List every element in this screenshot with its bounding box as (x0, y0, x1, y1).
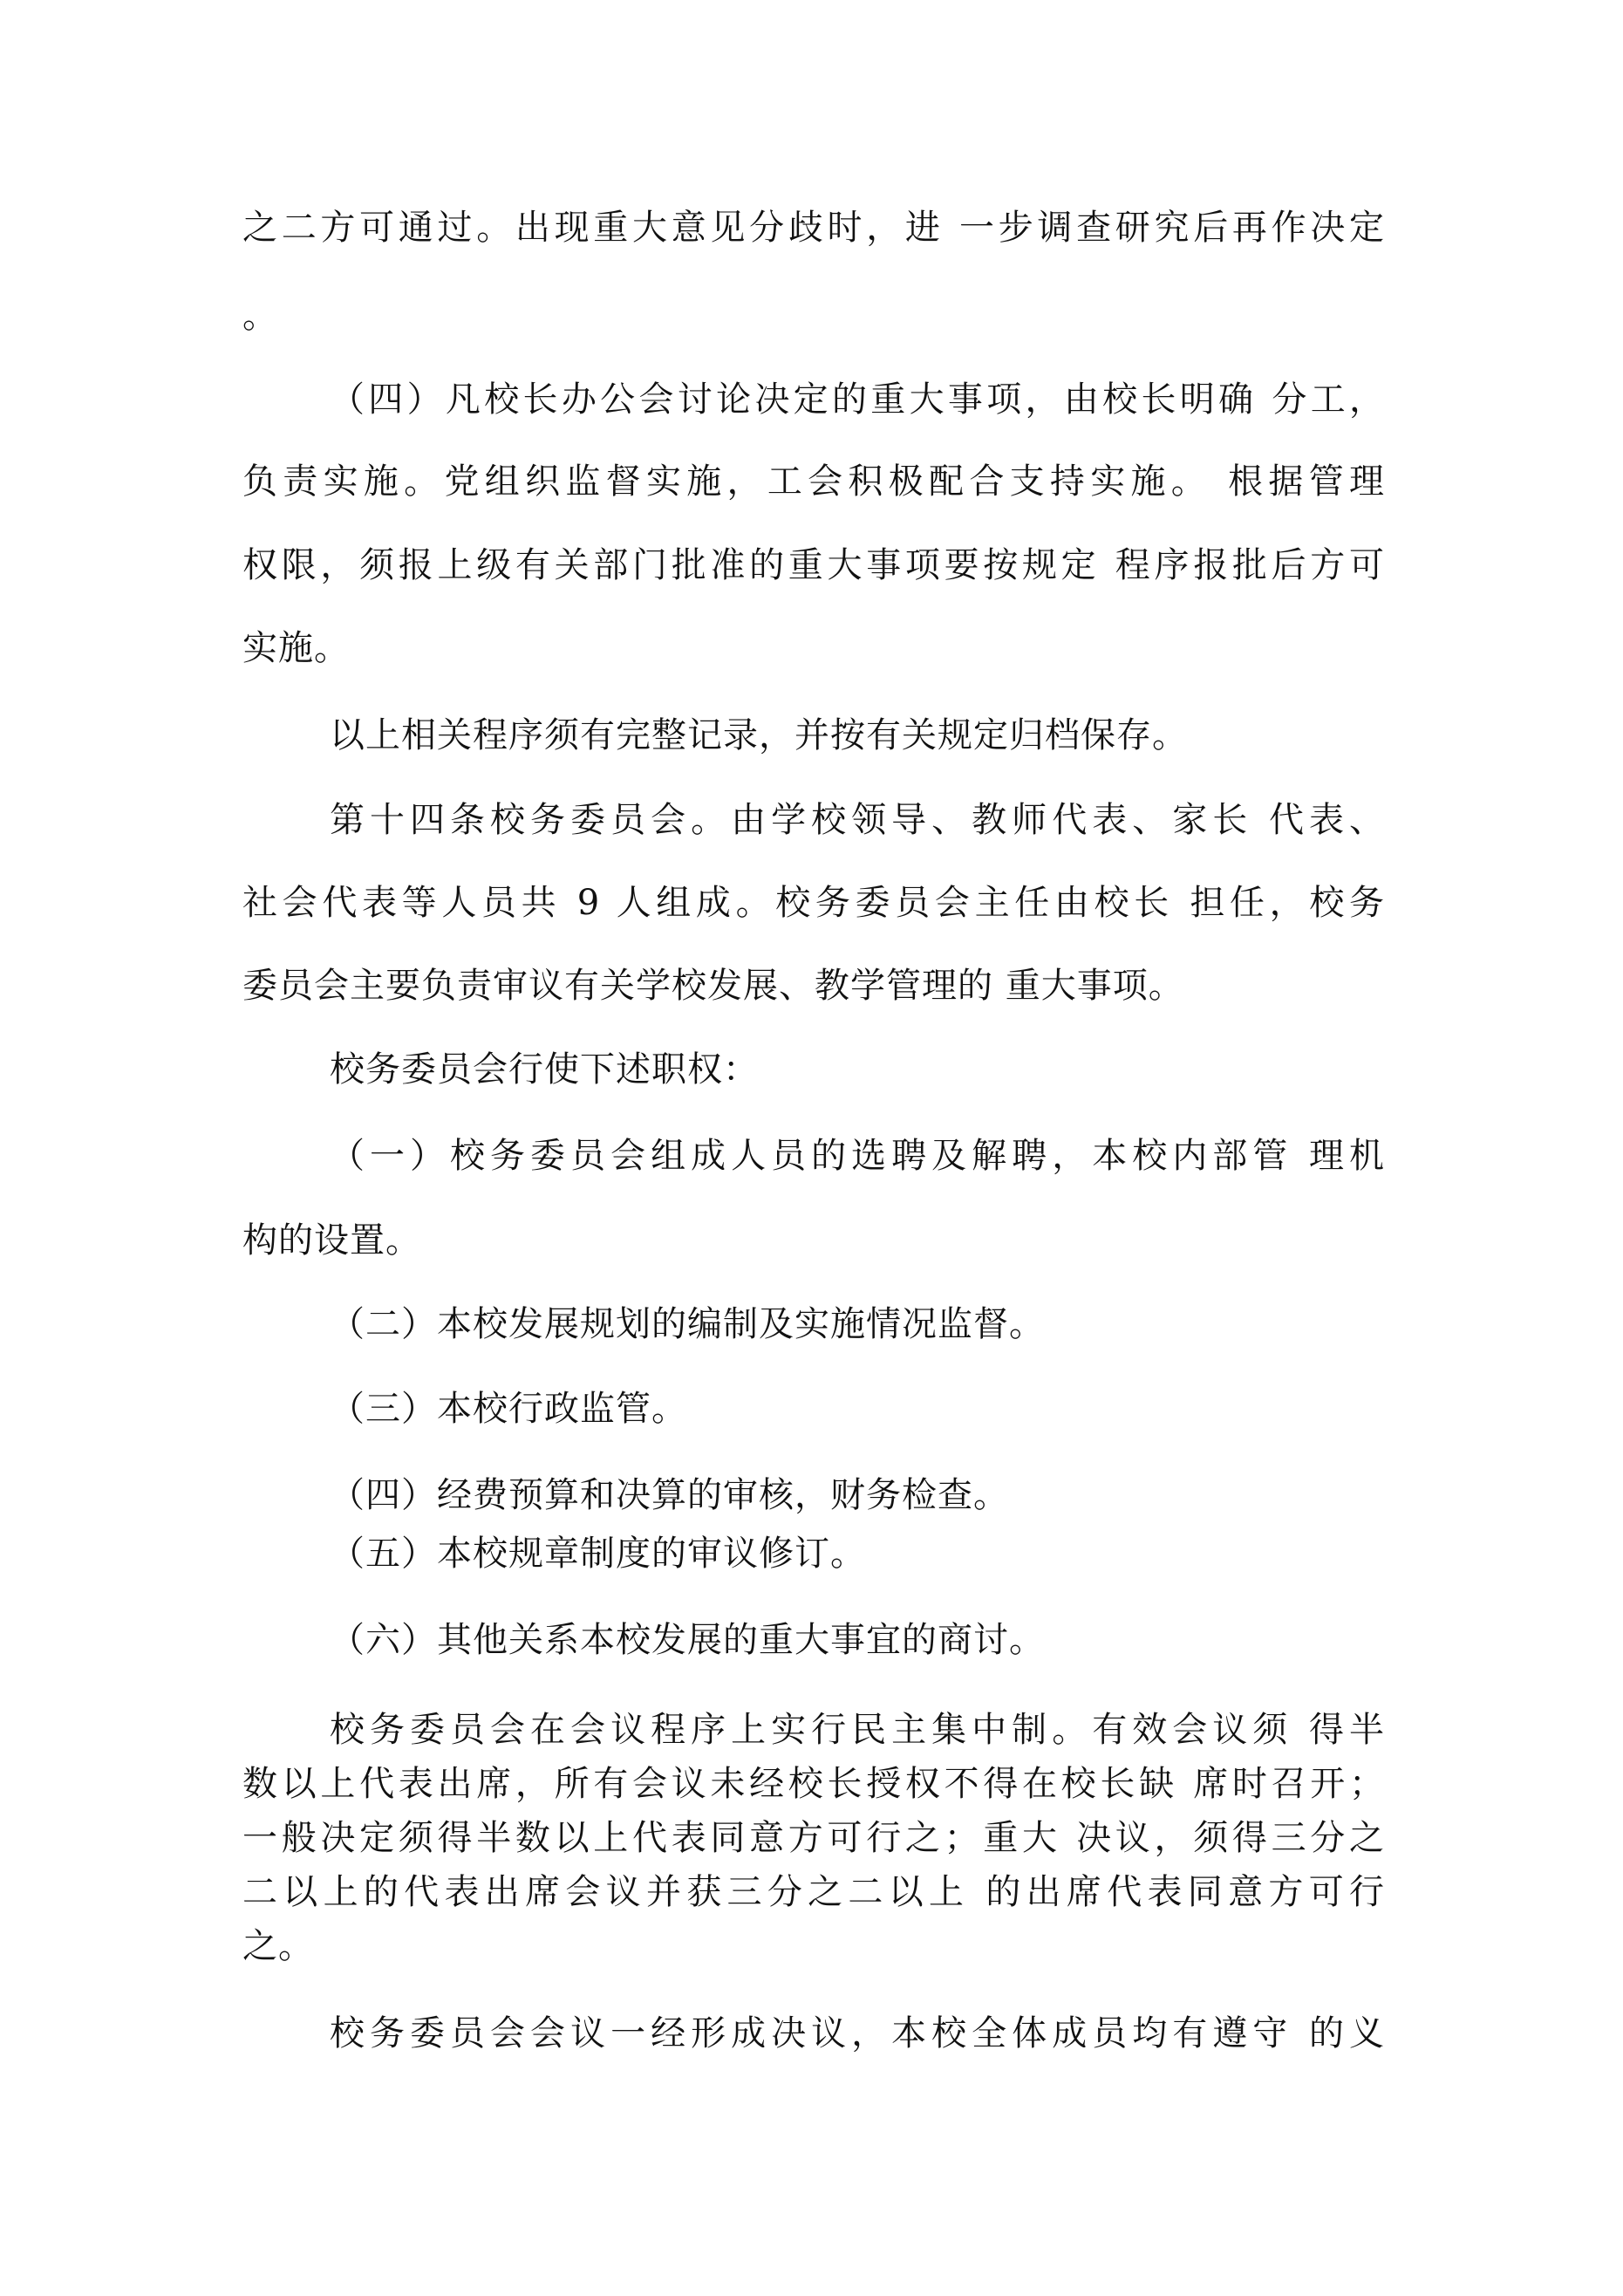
text-line: 。 (242, 296, 278, 336)
text-line: 权限，须报上级有关部门批准的重大事项要按规定 程序报批后方可 (242, 545, 1385, 585)
text-line: 负责实施。党组织监督实施，工会积极配合支持实施。 根据管理 (242, 461, 1385, 502)
text-line: （二）本校发展规划的编制及实施情况监督。 (330, 1304, 1045, 1344)
text-line: （四）经费预算和决算的审核，财务检查。 (330, 1475, 1009, 1515)
text-line: 二以上的代表出席会议并获三分之二以上 的出席代表同意方可行 (242, 1872, 1385, 1912)
text-line: 以上相关程序须有完整记录，并按有关规定归档保存。 (330, 715, 1188, 755)
text-line: 委员会主要负责审议有关学校发展、教学管理的 重大事项。 (242, 966, 1184, 1006)
text-line: 社会代表等人员共 9 人组成。校务委员会主任由校长 担任，校务 (242, 883, 1385, 923)
text-line: 校务委员会在会议程序上实行民主集中制。有效会议须 得半 (330, 1710, 1385, 1750)
text-line: 实施。 (242, 628, 350, 668)
text-line: 数以上代表出席，所有会议未经校长授权不得在校长缺 席时召开； (242, 1764, 1385, 1804)
text-line: （一）校务委员会组成人员的选聘及解聘，本校内部管 理机 (330, 1136, 1385, 1176)
text-line: （四）凡校长办公会讨论决定的重大事项，由校长明确 分工， (330, 379, 1385, 420)
text-line: 校务委员会会议一经形成决议，本校全体成员均有遵守 的义 (330, 2013, 1385, 2053)
text-line: 之二方可通过。出现重大意见分歧时，进 一步调查研究后再作决定 (242, 208, 1385, 248)
text-line: 构的设置。 (242, 1220, 421, 1261)
text-line: （五）本校规章制度的审议修订。 (330, 1534, 866, 1574)
text-line: 一般决定须得半数以上代表同意方可行之；重大 决议，须得三分之 (242, 1818, 1385, 1858)
text-line: （六）其他关系本校发展的重大事宜的商讨。 (330, 1620, 1045, 1660)
text-line: 第十四条校务委员会。由学校领导、教师代表、家长 代表、 (330, 800, 1385, 840)
text-line: 校务委员会行使下述职权： (330, 1049, 759, 1090)
text-line: （三）本校行政监管。 (330, 1389, 687, 1429)
text-line: 之。 (242, 1926, 314, 1966)
